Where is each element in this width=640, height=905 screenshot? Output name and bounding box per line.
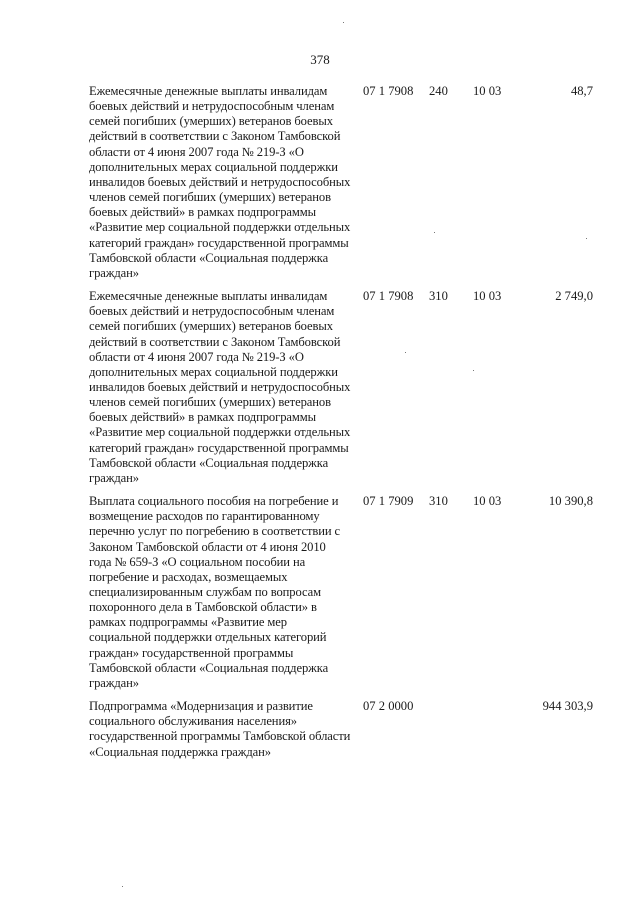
row-description: Ежемесячные денежные выплаты инвалидам боевых действий и нетрудоспособным членам семей погибших (умерших) ветеранов боевых действий в соответствии с Законом Тамбовской области от 4 июня 2007 года № 219-З «О дополнительных мерах социальной поддержки инвалидов боевых действий и нетрудоспособных членов семей погибших (умерших) ветеранов боевых действий» в рамках подпрограммы «Развитие мер социальной поддержки отдельных категорий граждан» государственной программы Тамбовской области «Социальная поддержка граждан»: [89, 84, 351, 280]
row-section-code: 10 03: [473, 289, 502, 304]
row-expense-type-code: 310: [429, 289, 448, 304]
scan-speck: [586, 238, 587, 239]
scan-speck: [473, 370, 474, 371]
table-row: [0, 289, 640, 486]
row-amount: 2 749,0: [555, 289, 593, 304]
scan-speck: [122, 886, 123, 887]
row-amount: 944 303,9: [542, 699, 593, 714]
row-target-article-code: 07 1 7908: [363, 84, 414, 98]
row-target-article-code: 07 1 7909: [363, 494, 414, 509]
row-amount: 10 390,8: [548, 494, 593, 509]
row-target-article-code: 07 2 0000: [363, 699, 414, 714]
row-expense-type-code: 310: [429, 494, 448, 509]
row-description: Подпрограмма «Модернизация и развитие социального обслуживания населения» государственной программы Тамбовской области «Социальная поддержка граждан»: [89, 699, 351, 759]
row-target-article-code: 07 1 7908: [363, 289, 414, 304]
row-amount: 48,7: [570, 84, 593, 98]
scan-speck: [343, 22, 344, 23]
page-number: 378: [310, 52, 330, 67]
table-row: [0, 699, 640, 760]
table-row: [0, 494, 640, 691]
scan-speck: [434, 232, 435, 233]
budget-table: [0, 84, 640, 768]
row-description: Ежемесячные денежные выплаты инвалидам боевых действий и нетрудоспособным членам семей погибших (умерших) ветеранов боевых действий в соответствии с Законом Тамбовской области от 4 июня 2007 года № 219-З «О дополнительных мерах социальной поддержки инвалидов боевых действий и нетрудоспособных членов семей погибших (умерших) ветеранов боевых действий» в рамках подпрограммы «Развитие мер социальной поддержки отдельных категорий граждан» государственной программы Тамбовской области «Социальная поддержка граждан»: [89, 289, 351, 485]
row-section-code: 10 03: [473, 494, 502, 509]
scan-speck: [405, 352, 406, 353]
table-row: [0, 84, 640, 281]
row-expense-type-code: 240: [429, 84, 448, 98]
row-description: Выплата социального пособия на погребение и возмещение расходов по гарантированному перечню услуг по погребению в соответствии с Законом Тамбовской области от 4 июня 2010 года № 659-З «О социальном пособии на погребение и расходах, возмещаемых специализированным службам по вопросам похоронного дела в Тамбовской области» в рамках подпрограммы «Развитие мер социальной поддержки отдельных категорий граждан» государственной программы Тамбовской области «Социальная поддержка граждан»: [89, 494, 341, 690]
row-section-code: 10 03: [473, 84, 502, 98]
